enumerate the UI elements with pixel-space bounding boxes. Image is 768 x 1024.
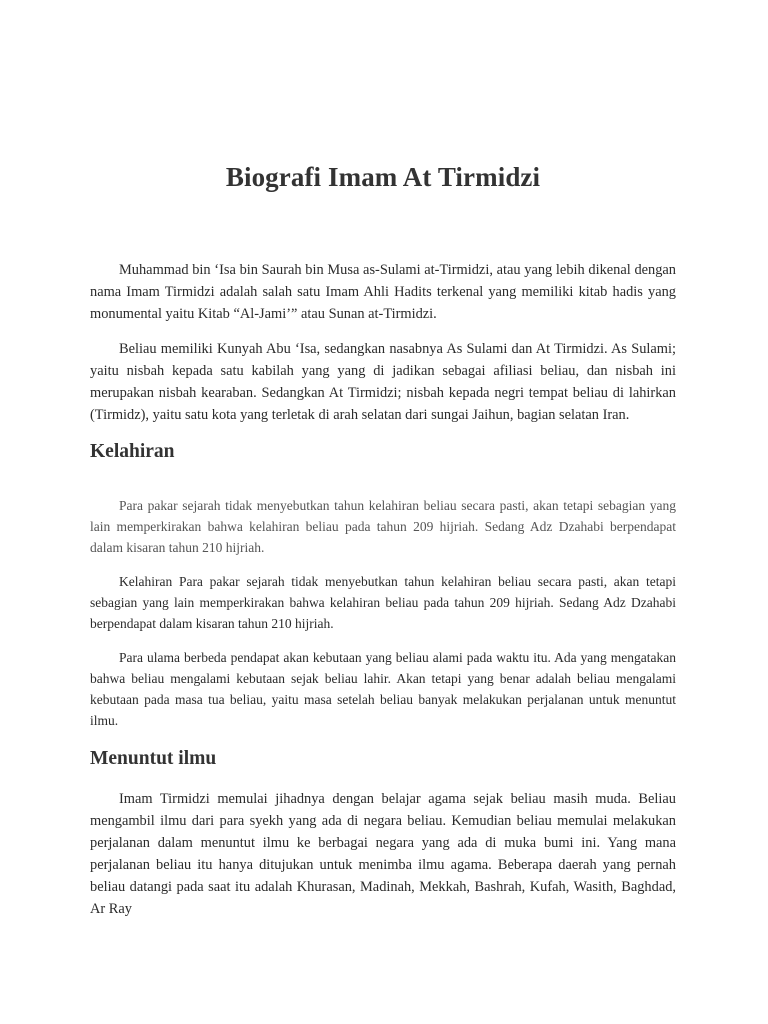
- kelahiran-paragraph-3: Para ulama berbeda pendapat akan kebutaan yang beliau alami pada waktu itu. Ada yang mengatakan bahwa beliau mengalami kebutaan sejak beliau lahir. Akan tetapi yang benar adalah beliau mengalami kebutaan pada masa tua beliau, yaitu masa setelah beliau banyak melakukan perjalanan untuk menuntut ilmu.: [90, 650, 676, 728]
- menuntut-ilmu-paragraph-1: Imam Tirmidzi memulai jihadnya dengan belajar agama sejak beliau masih muda. Beliau mengambil ilmu dari para syekh yang ada di negara beliau. Kemudian beliau memulai melakukan perjalanan dalam menuntut ilmu ke berbagai negara yang ada di muka bumi ini. Yang mana perjalanan beliau itu hanya ditujukan untuk menimba ilmu agama. Beberapa daerah yang pernah beliau datangi pada saat itu adalah Khurasan, Madinah, Mekkah, Bashrah, Kufah, Wasith, Baghdad, Ar Ray: [90, 791, 676, 917]
- section-heading-kelahiran: Kelahiran: [90, 441, 175, 462]
- intro-section: [90, 259, 676, 426]
- section-heading-menuntut-ilmu: Menuntut ilmu: [90, 748, 217, 769]
- kelahiran-paragraph-1: Para pakar sejarah tidak menyebutkan tahun kelahiran beliau secara pasti, akan tetapi sebagian yang lain memperkirakan bahwa kelahiran beliau pada tahun 209 hijriah. Sedang Adz Dzahabi berpendapat dalam kisaran tahun 210 hijriah.: [90, 498, 676, 555]
- document-title: Biografi Imam At Tirmidzi: [225, 162, 541, 192]
- kelahiran-paragraph-2: Kelahiran Para pakar sejarah tidak menyebutkan tahun kelahiran beliau secara pasti, akan tetapi sebagian yang lain memperkirakan bahwa kelahiran beliau pada tahun 209 hijriah. Sedang Adz Dzahabi berpendapat dalam kisaran tahun 210 hijriah.: [90, 574, 676, 631]
- intro-paragraph-1: Muhammad bin ‘Isa bin Saurah bin Musa as-Sulami at-Tirmidzi, atau yang lebih dikenal dengan nama Imam Tirmidzi adalah salah satu Imam Ahli Hadits terkenal yang memiliki kitab hadis yang monumental yaitu Kitab “Al-Jami’” atau Sunan at-Tirmidzi.: [90, 262, 676, 322]
- section-kelahiran: [90, 439, 676, 731]
- intro-paragraph-2: Beliau memiliki Kunyah Abu ‘Isa, sedangkan nasabnya As Sulami dan At Tirmidzi. As Sulami; yaitu nisbah kepada satu kabilah yang yang di jadikan sebagai afiliasi beliau, dan nisbah ini merupakan nisbah kearaban. Sedangkan At Tirmidzi; nisbah kepada negri tempat beliau di lahirkan (Tirmidz), yaitu satu kota yang terletak di arah selatan dari sungai Jaihun, bagian selatan Iran.: [90, 341, 676, 423]
- section-menuntut-ilmu: [90, 746, 676, 920]
